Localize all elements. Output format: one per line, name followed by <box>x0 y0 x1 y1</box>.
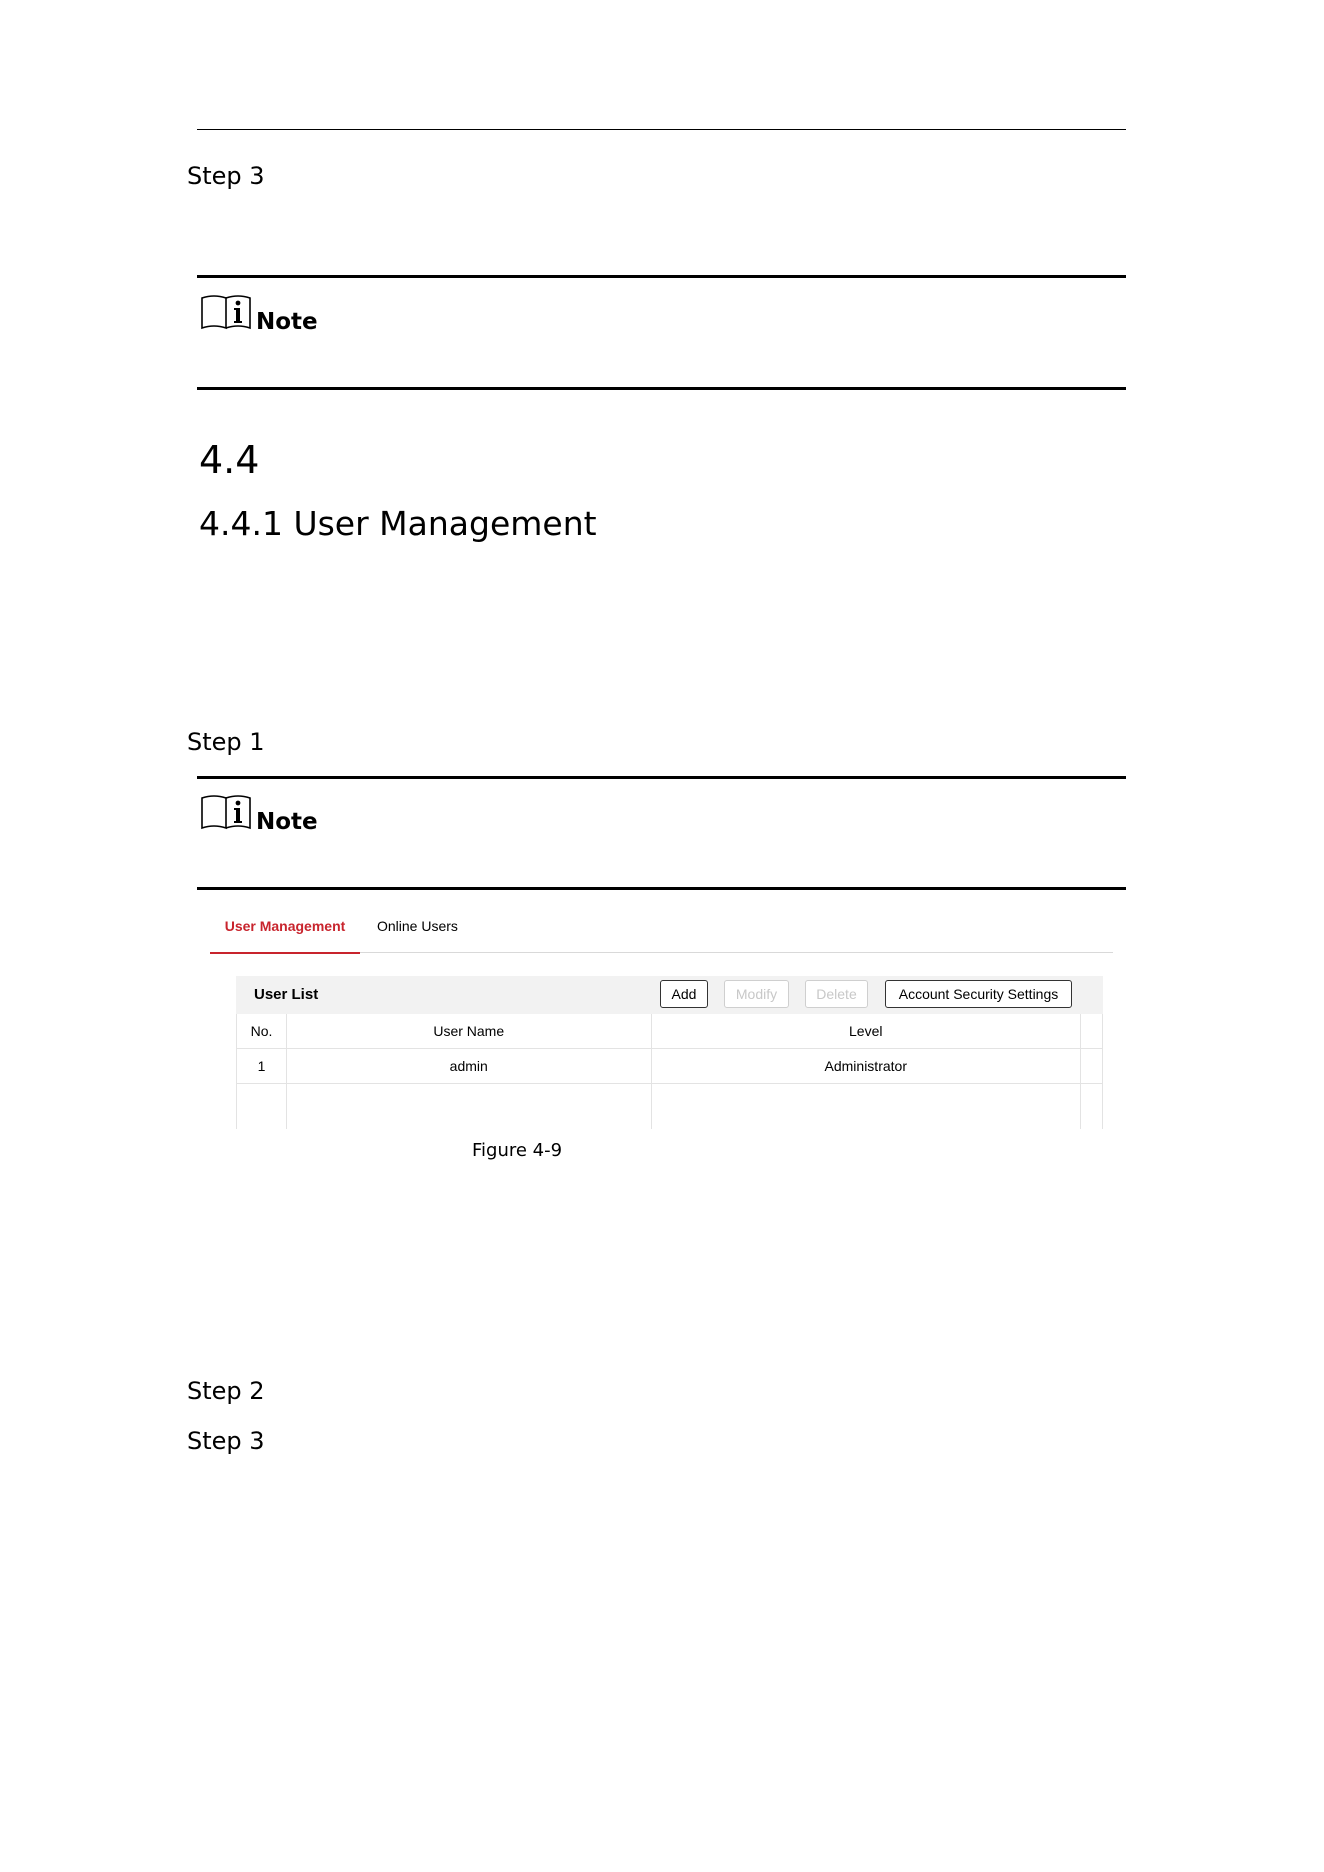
panel-header <box>236 976 1103 1014</box>
column-header-no: No. <box>237 1014 287 1049</box>
note-top-rule <box>197 275 1126 278</box>
column-header-level: Level <box>651 1014 1081 1049</box>
note-bottom-rule <box>197 887 1126 890</box>
subsection-heading: 4.4.1 User Management <box>199 504 597 543</box>
cell-level: Administrator <box>651 1049 1081 1084</box>
column-header-user-name: User Name <box>286 1014 651 1049</box>
table-row[interactable] <box>237 1049 1103 1084</box>
note-book-icon <box>200 292 254 337</box>
table-row-empty <box>237 1084 1103 1130</box>
cell-no: 1 <box>237 1049 287 1084</box>
figure-caption: Figure 4-9 <box>472 1140 563 1161</box>
note-block <box>200 792 318 837</box>
add-button[interactable]: Add <box>660 980 708 1008</box>
scrollbar-gutter <box>1081 1049 1103 1084</box>
scrollbar-gutter <box>1081 1014 1103 1049</box>
step-label: Step 2 <box>187 1377 265 1405</box>
note-top-rule <box>197 776 1126 779</box>
panel-title: User List <box>254 986 319 1003</box>
note-bottom-rule <box>197 387 1126 390</box>
step-label: Step 3 <box>187 1427 265 1455</box>
note-block <box>200 292 318 337</box>
note-label: Note <box>256 309 318 335</box>
note-book-icon <box>200 792 254 837</box>
delete-button[interactable]: Delete <box>805 980 868 1008</box>
tab-online-users[interactable]: Online Users <box>377 918 458 934</box>
section-heading: 4.4 <box>199 438 260 482</box>
user-table <box>236 1014 1103 1129</box>
tab-bar <box>210 912 1113 953</box>
table-header-row <box>237 1014 1103 1049</box>
step-label: Step 3 <box>187 162 265 190</box>
modify-button[interactable]: Modify <box>724 980 789 1008</box>
note-label: Note <box>256 809 318 835</box>
step-label: Step 1 <box>187 728 265 756</box>
header-rule <box>197 129 1126 130</box>
tab-user-management[interactable]: User Management <box>210 912 360 954</box>
cell-user-name: admin <box>286 1049 651 1084</box>
user-list-panel <box>236 976 1103 1131</box>
account-security-settings-button[interactable]: Account Security Settings <box>885 980 1072 1008</box>
